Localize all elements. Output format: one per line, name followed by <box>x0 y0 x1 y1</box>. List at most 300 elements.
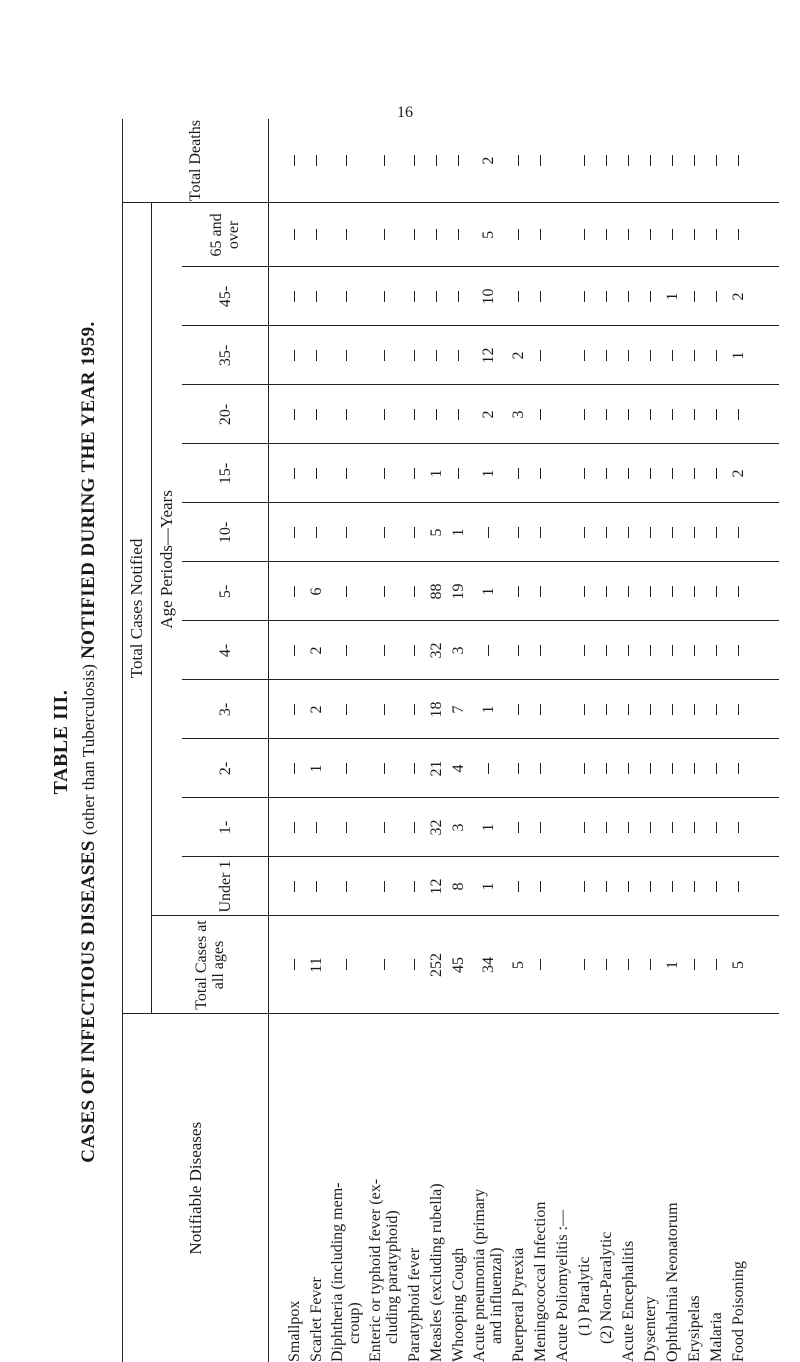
header-total-deaths: Total Deaths <box>123 119 269 203</box>
dash-cell <box>595 916 617 1014</box>
dash-cell <box>283 326 305 385</box>
dash-cell <box>595 562 617 621</box>
dash-cell <box>507 621 529 680</box>
dash-cell <box>661 203 683 267</box>
disease-name-line: Measles (excluding rubella) <box>428 1015 445 1362</box>
dash-mark <box>584 527 585 538</box>
disease-name-line: Smallpox <box>286 1015 303 1362</box>
header-notifiable-diseases: Notifiable Diseases <box>123 1014 269 1362</box>
dash-mark <box>584 229 585 240</box>
table-row <box>727 119 749 1362</box>
dash-mark <box>694 229 695 240</box>
header-age-col: 65 and over <box>182 203 269 267</box>
dash-cell <box>403 857 425 916</box>
dash-cell <box>661 503 683 562</box>
dash-cell <box>529 798 551 857</box>
dash-mark <box>540 468 541 479</box>
dash-cell <box>403 739 425 798</box>
value-cell <box>551 680 573 739</box>
dash-mark <box>606 409 607 420</box>
dash-mark <box>606 527 607 538</box>
dash-mark <box>650 291 651 302</box>
dash-cell <box>573 267 595 326</box>
dash-mark <box>650 350 651 361</box>
dash-cell <box>595 739 617 798</box>
dash-mark <box>458 350 459 361</box>
dash-mark <box>716 527 717 538</box>
dash-mark <box>384 960 385 971</box>
dash-mark <box>650 155 651 166</box>
dash-mark <box>716 960 717 971</box>
spacer-cell <box>749 326 779 385</box>
dash-mark <box>346 468 347 479</box>
value-cell: 18 <box>425 680 447 739</box>
dash-cell <box>705 267 727 326</box>
dash-cell <box>447 119 469 203</box>
disease-name <box>425 1014 447 1362</box>
header-age-col: 1- <box>182 798 269 857</box>
table-row <box>403 119 425 1362</box>
dash-mark <box>518 704 519 715</box>
dash-mark <box>716 645 717 656</box>
dash-cell <box>727 739 749 798</box>
value-cell <box>551 203 573 267</box>
disease-name-line: (2) Non-Paralytic <box>598 1015 615 1345</box>
dash-mark <box>650 960 651 971</box>
dash-mark <box>540 881 541 892</box>
dash-cell <box>705 503 727 562</box>
dash-mark <box>650 704 651 715</box>
dash-cell <box>705 680 727 739</box>
header-age-col: 3- <box>182 680 269 739</box>
dash-mark <box>540 960 541 971</box>
dash-cell <box>639 326 661 385</box>
dash-cell <box>529 739 551 798</box>
dash-mark <box>738 155 739 166</box>
value-cell: 1 <box>469 680 507 739</box>
dash-mark <box>518 229 519 240</box>
dash-cell <box>617 621 639 680</box>
dash-cell <box>469 739 507 798</box>
header-age-col: 2- <box>182 739 269 798</box>
dash-cell <box>617 798 639 857</box>
spacer-cell <box>749 562 779 621</box>
dash-cell <box>507 444 529 503</box>
spacer-row <box>749 119 779 1362</box>
dash-cell <box>529 916 551 1014</box>
dash-cell <box>365 798 403 857</box>
dash-mark <box>716 229 717 240</box>
dash-cell <box>403 798 425 857</box>
dash-cell <box>365 119 403 203</box>
disease-name <box>727 1014 749 1362</box>
dash-cell <box>305 503 327 562</box>
dash-cell <box>507 203 529 267</box>
dash-cell <box>683 739 705 798</box>
dash-cell <box>617 503 639 562</box>
dash-cell <box>327 119 365 203</box>
dash-cell <box>727 385 749 444</box>
dash-cell <box>595 621 617 680</box>
dash-cell <box>617 385 639 444</box>
dash-cell <box>425 385 447 444</box>
dash-mark <box>716 822 717 833</box>
disease-name <box>327 1014 365 1362</box>
dash-mark <box>628 409 629 420</box>
dash-mark <box>518 468 519 479</box>
dash-cell <box>305 857 327 916</box>
dash-mark <box>694 586 695 597</box>
dash-cell <box>425 119 447 203</box>
dash-mark <box>518 763 519 774</box>
dash-mark <box>436 409 437 420</box>
header-age-periods: Age Periods—Years <box>152 203 183 916</box>
dash-cell <box>727 680 749 739</box>
dash-mark <box>716 155 717 166</box>
disease-name-line: Meningococcal Infection <box>532 1015 549 1362</box>
value-cell: 10 <box>469 267 507 326</box>
table-row <box>327 119 365 1362</box>
disease-name <box>507 1014 529 1362</box>
value-cell: 2 <box>727 267 749 326</box>
value-cell: 1 <box>425 444 447 503</box>
spacer-cell <box>749 857 779 916</box>
dash-cell <box>447 267 469 326</box>
dash-mark <box>628 881 629 892</box>
dash-mark <box>606 704 607 715</box>
dash-cell <box>727 798 749 857</box>
dash-mark <box>716 881 717 892</box>
dash-mark <box>414 527 415 538</box>
dash-mark <box>384 527 385 538</box>
dash-cell <box>425 203 447 267</box>
dash-cell <box>705 857 727 916</box>
value-cell: 3 <box>447 798 469 857</box>
dash-cell <box>705 798 727 857</box>
dash-cell <box>529 267 551 326</box>
disease-name <box>705 1014 727 1362</box>
table-row <box>573 119 595 1362</box>
dash-mark <box>628 229 629 240</box>
dash-mark <box>606 822 607 833</box>
header-age-col: 35- <box>182 326 269 385</box>
dash-cell <box>447 326 469 385</box>
dash-cell <box>573 119 595 203</box>
dash-cell <box>529 444 551 503</box>
dash-cell <box>425 326 447 385</box>
dash-cell <box>661 798 683 857</box>
table-row <box>305 119 327 1362</box>
dash-cell <box>365 444 403 503</box>
table-body <box>269 119 780 1362</box>
dash-cell <box>617 916 639 1014</box>
dash-mark <box>346 645 347 656</box>
dash-mark <box>540 822 541 833</box>
dash-mark <box>606 291 607 302</box>
disease-name-line: Dysentery <box>642 1015 659 1362</box>
dash-mark <box>518 291 519 302</box>
dash-cell <box>283 203 305 267</box>
dash-mark <box>694 527 695 538</box>
dash-cell <box>403 562 425 621</box>
disease-name-line: Puerperal Pyrexia <box>510 1015 527 1362</box>
disease-name <box>617 1014 639 1362</box>
dash-cell <box>327 267 365 326</box>
value-cell: 2 <box>507 326 529 385</box>
page-number: 16 <box>390 104 420 122</box>
value-cell: 5 <box>727 916 749 1014</box>
dash-cell <box>529 385 551 444</box>
dash-cell <box>305 385 327 444</box>
dash-mark <box>316 155 317 166</box>
spacer-cell <box>269 119 284 203</box>
spacer-cell <box>269 444 284 503</box>
value-cell: 88 <box>425 562 447 621</box>
dash-cell <box>327 326 365 385</box>
dash-mark <box>294 586 295 597</box>
dash-mark <box>294 291 295 302</box>
value-cell: 12 <box>469 326 507 385</box>
table-row <box>683 119 705 1362</box>
dash-cell <box>727 503 749 562</box>
dash-mark <box>540 350 541 361</box>
dash-cell <box>639 203 661 267</box>
dash-mark <box>650 586 651 597</box>
dash-cell <box>529 326 551 385</box>
disease-name-continuation: and influenzal) <box>488 1015 505 1362</box>
dash-cell <box>661 857 683 916</box>
dash-cell <box>327 621 365 680</box>
dash-mark <box>540 229 541 240</box>
dash-mark <box>584 960 585 971</box>
dash-mark <box>694 155 695 166</box>
value-cell: 45 <box>447 916 469 1014</box>
header-total-cases-all-ages: Total Cases at all ages <box>152 916 269 1014</box>
dash-mark <box>294 155 295 166</box>
dash-mark <box>488 763 489 774</box>
value-cell: 32 <box>425 798 447 857</box>
dash-mark <box>584 822 585 833</box>
dash-mark <box>518 645 519 656</box>
dash-mark <box>694 822 695 833</box>
dash-cell <box>595 857 617 916</box>
dash-cell <box>639 798 661 857</box>
value-cell <box>551 562 573 621</box>
dash-cell <box>529 203 551 267</box>
dash-cell <box>365 621 403 680</box>
dash-mark <box>384 350 385 361</box>
dash-mark <box>518 155 519 166</box>
value-cell: 2 <box>305 680 327 739</box>
dash-cell <box>403 385 425 444</box>
value-cell <box>551 621 573 680</box>
value-cell: 1 <box>447 503 469 562</box>
dash-cell <box>529 562 551 621</box>
dash-mark <box>738 409 739 420</box>
dash-cell <box>283 444 305 503</box>
dash-mark <box>584 291 585 302</box>
dash-mark <box>384 881 385 892</box>
dash-mark <box>628 527 629 538</box>
dash-cell <box>283 385 305 444</box>
dash-cell <box>283 562 305 621</box>
dash-cell <box>403 119 425 203</box>
header-total-cases-notified: Total Cases Notified <box>123 203 152 1014</box>
dash-mark <box>294 822 295 833</box>
value-cell: 1 <box>469 798 507 857</box>
dash-mark <box>294 763 295 774</box>
table-row <box>551 119 573 1362</box>
dash-mark <box>346 586 347 597</box>
dash-mark <box>540 155 541 166</box>
dash-cell <box>283 621 305 680</box>
value-cell <box>551 326 573 385</box>
dash-mark <box>694 960 695 971</box>
dash-cell <box>573 739 595 798</box>
dash-mark <box>650 409 651 420</box>
dash-cell <box>661 562 683 621</box>
dash-cell <box>683 857 705 916</box>
dash-cell <box>573 562 595 621</box>
dash-mark <box>694 291 695 302</box>
dash-mark <box>584 586 585 597</box>
value-cell: 34 <box>469 916 507 1014</box>
spacer-cell <box>749 385 779 444</box>
dash-cell <box>327 857 365 916</box>
dash-cell <box>727 203 749 267</box>
dash-mark <box>694 704 695 715</box>
dash-cell <box>595 119 617 203</box>
dash-cell <box>639 739 661 798</box>
dash-mark <box>316 229 317 240</box>
dash-mark <box>606 468 607 479</box>
dash-cell <box>683 385 705 444</box>
disease-name <box>365 1014 403 1362</box>
dash-mark <box>672 527 673 538</box>
dash-cell <box>573 326 595 385</box>
dash-mark <box>414 881 415 892</box>
dash-mark <box>628 645 629 656</box>
header-age-col: 10- <box>182 503 269 562</box>
disease-name-line: Malaria <box>708 1015 725 1362</box>
dash-mark <box>716 468 717 479</box>
dash-mark <box>436 155 437 166</box>
dash-mark <box>738 704 739 715</box>
dash-mark <box>672 645 673 656</box>
dash-mark <box>606 960 607 971</box>
dash-cell <box>507 267 529 326</box>
dash-cell <box>705 326 727 385</box>
dash-mark <box>716 763 717 774</box>
dash-mark <box>694 409 695 420</box>
value-cell: 4 <box>447 739 469 798</box>
dash-cell <box>305 444 327 503</box>
dash-mark <box>316 350 317 361</box>
dash-cell <box>595 326 617 385</box>
dash-mark <box>738 763 739 774</box>
dash-mark <box>384 229 385 240</box>
dash-mark <box>436 350 437 361</box>
dash-mark <box>738 586 739 597</box>
dash-mark <box>384 645 385 656</box>
dash-mark <box>672 350 673 361</box>
dash-cell <box>327 385 365 444</box>
spacer-cell <box>749 680 779 739</box>
dash-cell <box>683 119 705 203</box>
dash-mark <box>458 229 459 240</box>
dash-mark <box>518 881 519 892</box>
dash-cell <box>447 385 469 444</box>
spacer-cell <box>749 739 779 798</box>
dash-mark <box>436 291 437 302</box>
value-cell: 19 <box>447 562 469 621</box>
spacer-cell <box>749 444 779 503</box>
table-row <box>639 119 661 1362</box>
dash-mark <box>584 704 585 715</box>
dash-cell <box>447 203 469 267</box>
spacer-cell <box>749 119 779 203</box>
dash-cell <box>573 680 595 739</box>
dash-cell <box>403 203 425 267</box>
dash-mark <box>628 960 629 971</box>
dash-mark <box>628 586 629 597</box>
disease-name-line: Scarlet Fever <box>308 1015 325 1362</box>
dash-mark <box>606 763 607 774</box>
value-cell <box>551 444 573 503</box>
dash-mark <box>384 468 385 479</box>
dash-mark <box>294 704 295 715</box>
dash-cell <box>683 798 705 857</box>
spacer-cell <box>269 916 284 1014</box>
value-cell: 1 <box>469 857 507 916</box>
disease-name <box>661 1014 683 1362</box>
dash-cell <box>507 503 529 562</box>
dash-mark <box>628 468 629 479</box>
dash-cell <box>507 119 529 203</box>
dash-cell <box>403 916 425 1014</box>
table-row <box>617 119 639 1362</box>
spacer-cell <box>749 621 779 680</box>
dash-cell <box>403 621 425 680</box>
dash-cell <box>283 739 305 798</box>
dash-cell <box>573 503 595 562</box>
dash-cell <box>507 739 529 798</box>
dash-cell <box>661 385 683 444</box>
dash-cell <box>573 385 595 444</box>
dash-cell <box>573 916 595 1014</box>
dash-mark <box>346 527 347 538</box>
dash-cell <box>283 916 305 1014</box>
dash-cell <box>683 621 705 680</box>
subtitle-parenthetical: (other than Tuberculosis) <box>79 664 98 835</box>
disease-name-line: Acute pneumonia (primary <box>471 1015 488 1362</box>
dash-mark <box>738 527 739 538</box>
dash-cell <box>683 267 705 326</box>
dash-cell <box>595 203 617 267</box>
dash-mark <box>650 527 651 538</box>
dash-cell <box>639 444 661 503</box>
dash-mark <box>540 763 541 774</box>
dash-mark <box>414 645 415 656</box>
dash-cell <box>639 503 661 562</box>
dash-mark <box>294 960 295 971</box>
header-age-col: 5- <box>182 562 269 621</box>
dash-mark <box>346 763 347 774</box>
dash-mark <box>628 822 629 833</box>
dash-mark <box>346 881 347 892</box>
dash-cell <box>617 444 639 503</box>
header-age-col: 4- <box>182 621 269 680</box>
